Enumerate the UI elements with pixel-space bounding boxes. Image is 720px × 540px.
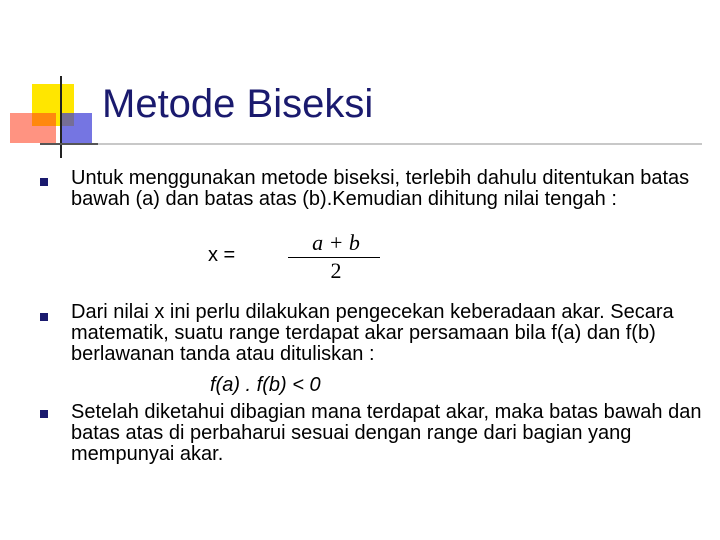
title-underline [40, 143, 702, 145]
decor-vertical-line [60, 76, 62, 158]
slide-title: Metode Biseksi [102, 82, 374, 126]
square-bullet-icon [40, 313, 48, 321]
title-underline-accent [40, 143, 98, 145]
midpoint-lhs: x = [208, 244, 236, 266]
bullet-text-2: Dari nilai x ini perlu dilakukan pengecekan keberadaan akar. Secara matematik, suatu range terdapat akar persamaan bila f(a) dan f(b) berlawanan tanda atau dituliskan : [71, 301, 674, 365]
decor-square-red [10, 113, 56, 143]
bullet-text-3: Setelah diketahui dibagian mana terdapat akar, maka batas bawah dan batas atas di perbaharui sesuai dengan range dari bagian yang mempunyai akar. [71, 401, 702, 465]
square-bullet-icon [40, 410, 48, 418]
condition-formula: f(a) . f(b) < 0 [210, 374, 321, 396]
fraction-numerator: a + b [312, 230, 360, 255]
square-bullet-icon [40, 178, 48, 186]
fraction-denominator: 2 [330, 258, 342, 283]
midpoint-fraction [286, 232, 386, 282]
bullet-text-1: Untuk menggunakan metode biseksi, terlebih dahulu ditentukan batas bawah (a) dan batas atas (b).Kemudian dihitung nilai tengah : [71, 167, 690, 210]
decor-square-blue [62, 113, 92, 143]
